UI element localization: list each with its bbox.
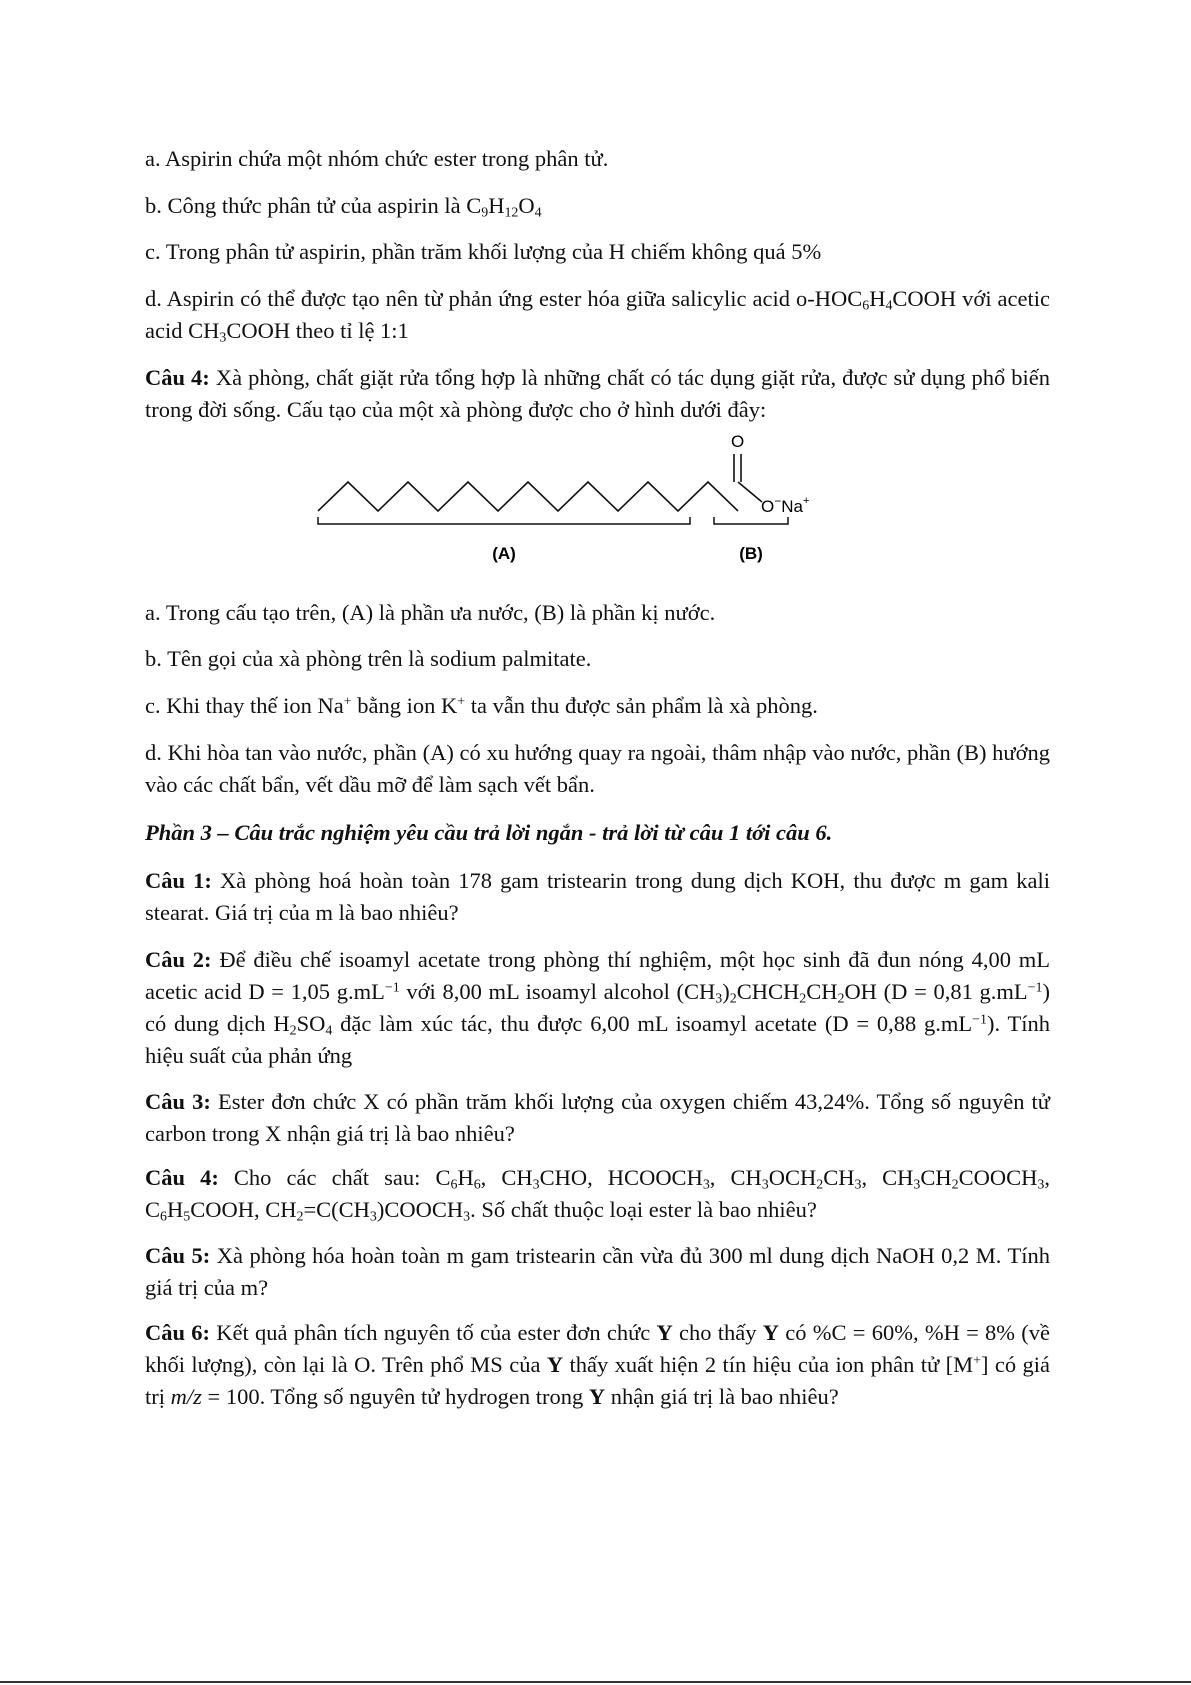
soap-molecule-svg (310, 427, 870, 577)
soap-structure-figure (310, 427, 870, 577)
short-q4: Câu 4: Cho các chất sau: $C_6H_6$, $CH_3CHO$, $HCOOCH_3$, $CH_3OCH_2CH_3$, $CH_3CH_2COOCH_3$, $C_6H_5COOH$, $CH_2=C(CH_3)COOCH_3$. Số chất thuộc loại ester là bao nhiêu? (145, 1165, 1050, 1225)
short-q2-label: Câu 2: (145, 947, 212, 972)
page-bottom-divider (0, 1681, 1191, 1683)
short-q5: Câu 5: Xà phòng hóa hoàn toàn m gam tristearin cần vừa đủ 300 ml dung dịch NaOH 0,2 M. Tính giá trị của m? (145, 1243, 1050, 1300)
short-q4-label: Câu 4: (145, 1165, 219, 1190)
q4-option-a: a. Trong cấu tạo trên, (A) là phần ưa nước, (B) là phần kị nước. (145, 600, 716, 625)
bracket-a (318, 517, 690, 524)
q4-option-b: b. Tên gọi của xà phòng trên là sodium palmitate. (145, 646, 592, 671)
q4-stem: Câu 4: Xà phòng, chất giặt rửa tổng hợp là những chất có tác dụng giặt rửa, được sử dụng phổ biến trong đời sống. Cấu tạo của một xà phòng được cho ở hình dưới đây: (145, 365, 1050, 422)
oxygen-carbonyl-atom: O (731, 432, 745, 451)
short-q3-label: Câu 3: (145, 1089, 211, 1114)
short-q6: Câu 6: Kết quả phân tích nguyên tố của ester đơn chức Y cho thấy Y có %C = 60%, %H = 8% (về khối lượng), còn lại là O. Trên phổ MS của Y thấy xuất hiện 2 tín hiệu của ion phân tử [M+] có giá trị m/z = 100. Tổng số nguyên tử hydrogen trong Y nhận giá trị là bao nhiêu? (145, 1320, 1051, 1409)
q4-option-c: c. Khi thay thế ion Na+ bằng ion K+ ta vẫn thu được sản phẩm là xà phòng. (145, 693, 818, 718)
short-q1-label: Câu 1: (145, 868, 212, 893)
carboxylate-bond (738, 482, 762, 502)
q4-option-d: d. Khi hòa tan vào nước, phần (A) có xu hướng quay ra ngoài, thâm nhập vào nước, phần (B) hướng vào các chất bẩn, vết dầu mỡ để làm sạch vết bẩn. (145, 740, 1050, 797)
q3-option-d: d. Aspirin có thể được tạo nên từ phản ứng ester hóa giữa salicylic acid $o-HOC_6H_4COOH$ với acetic acid $CH_3COOH$ theo tỉ lệ 1:1 (145, 286, 1051, 346)
part3-heading: Phần 3 – Câu trắc nghiệm yêu cầu trả lời ngắn - trả lời từ câu 1 tới câu 6. (145, 820, 833, 845)
carboxylate-ion-label: O−Na+ (761, 494, 810, 516)
q3-option-b: b. Công thức phân tử của aspirin là $C_9H_{12}O_4$ (145, 193, 542, 221)
q4-label: Câu 4: (145, 365, 210, 390)
q3-option-a: a. Aspirin chứa một nhóm chức ester trong phân tử. (145, 146, 609, 171)
label-a: (A) (492, 544, 516, 563)
short-q1: Câu 1: Xà phòng hoá hoàn toàn 178 gam tristearin trong dung dịch KOH, thu được m gam kali stearat. Giá trị của m là bao nhiêu? (145, 868, 1050, 925)
label-b: (B) (739, 544, 763, 563)
q3-option-c: c. Trong phân tử aspirin, phần trăm khối lượng của H chiếm không quá 5% (145, 239, 822, 264)
short-q3: Câu 3: Ester đơn chức X có phần trăm khối lượng của oxygen chiếm 43,24%. Tổng số nguyên tử carbon trong X nhận giá trị là bao nhiêu? (145, 1089, 1050, 1146)
hydrocarbon-chain (318, 482, 738, 511)
short-q6-label: Câu 6: (145, 1320, 211, 1345)
short-q2: Câu 2: Để điều chế isoamyl acetate trong phòng thí nghiệm, một học sinh đã đun nóng 4,00 mL acetic acid D = 1,05 $g.mL^{-1}$ với 8,00 mL isoamyl alcohol $(CH_3)_2CHCH_2CH_2OH$ (D = 0,81 $g.mL^{-1}$) có dung dịch $H_2SO_4$ đặc làm xúc tác, thu được 6,00 mL isoamyl acetate (D = 0,88 $g.mL^{-1}$). Tính hiệu suất của phản ứng (145, 947, 1050, 1068)
bracket-b (714, 517, 788, 524)
short-q5-label: Câu 5: (145, 1243, 211, 1268)
